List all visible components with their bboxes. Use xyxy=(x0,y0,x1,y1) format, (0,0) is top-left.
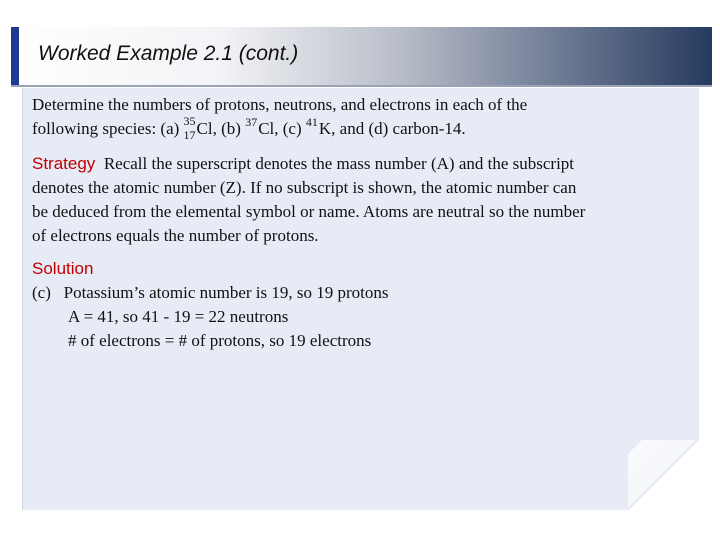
question-line-2 xyxy=(32,114,527,143)
question-line-2-prefix: following species: (a) xyxy=(32,119,184,138)
strategy-line-4: of electrons equals the number of protons. xyxy=(32,226,319,245)
solution-label: Solution xyxy=(32,259,94,278)
separator-c: , (c) xyxy=(274,119,306,138)
strategy-line-2: denotes the atomic number (Z). If no subscript is shown, the atomic number can xyxy=(32,178,577,197)
question-paragraph xyxy=(32,93,527,143)
question-line-1: Determine the numbers of protons, neutrons, and electrons in each of the xyxy=(32,95,528,114)
solution-line-3: # of electrons = # of protons, so 19 electrons xyxy=(68,331,372,350)
solution-line-1: Potassium’s atomic number is 19, so 19 protons xyxy=(63,283,389,302)
page-curl-corner xyxy=(628,440,698,510)
isotope-b-mass-number: 37 xyxy=(245,115,258,130)
isotope-c xyxy=(306,117,331,141)
solution-line-2: A = 41, so 41 - 19 = 22 neutrons xyxy=(68,307,289,326)
solution-paragraph xyxy=(32,257,389,353)
isotope-a-symbol: Cl xyxy=(196,119,213,138)
strategy-paragraph xyxy=(32,152,585,248)
title-accent-bar xyxy=(11,27,19,85)
question-line-2-suffix: , and (d) carbon-14. xyxy=(331,119,466,138)
isotope-a xyxy=(183,114,213,143)
separator-b: , (b) xyxy=(212,119,246,138)
strategy-line-3: be deduced from the elemental symbol or name. Atoms are neutral so the number xyxy=(32,202,586,221)
isotope-a-mass-number: 35 xyxy=(183,114,196,129)
isotope-b-symbol: Cl xyxy=(258,119,275,138)
solution-marker: (c) xyxy=(32,283,51,302)
isotope-b xyxy=(245,117,274,141)
slide-title: Worked Example 2.1 (cont.) xyxy=(38,42,299,65)
isotope-c-mass-number: 41 xyxy=(305,115,318,130)
title-underline xyxy=(11,85,712,87)
isotope-a-atomic-number: 17 xyxy=(183,128,196,143)
strategy-label: Strategy xyxy=(32,154,96,173)
strategy-line-1: Recall the superscript denotes the mass number (A) and the subscript xyxy=(103,154,575,173)
isotope-c-symbol: K xyxy=(318,119,332,138)
